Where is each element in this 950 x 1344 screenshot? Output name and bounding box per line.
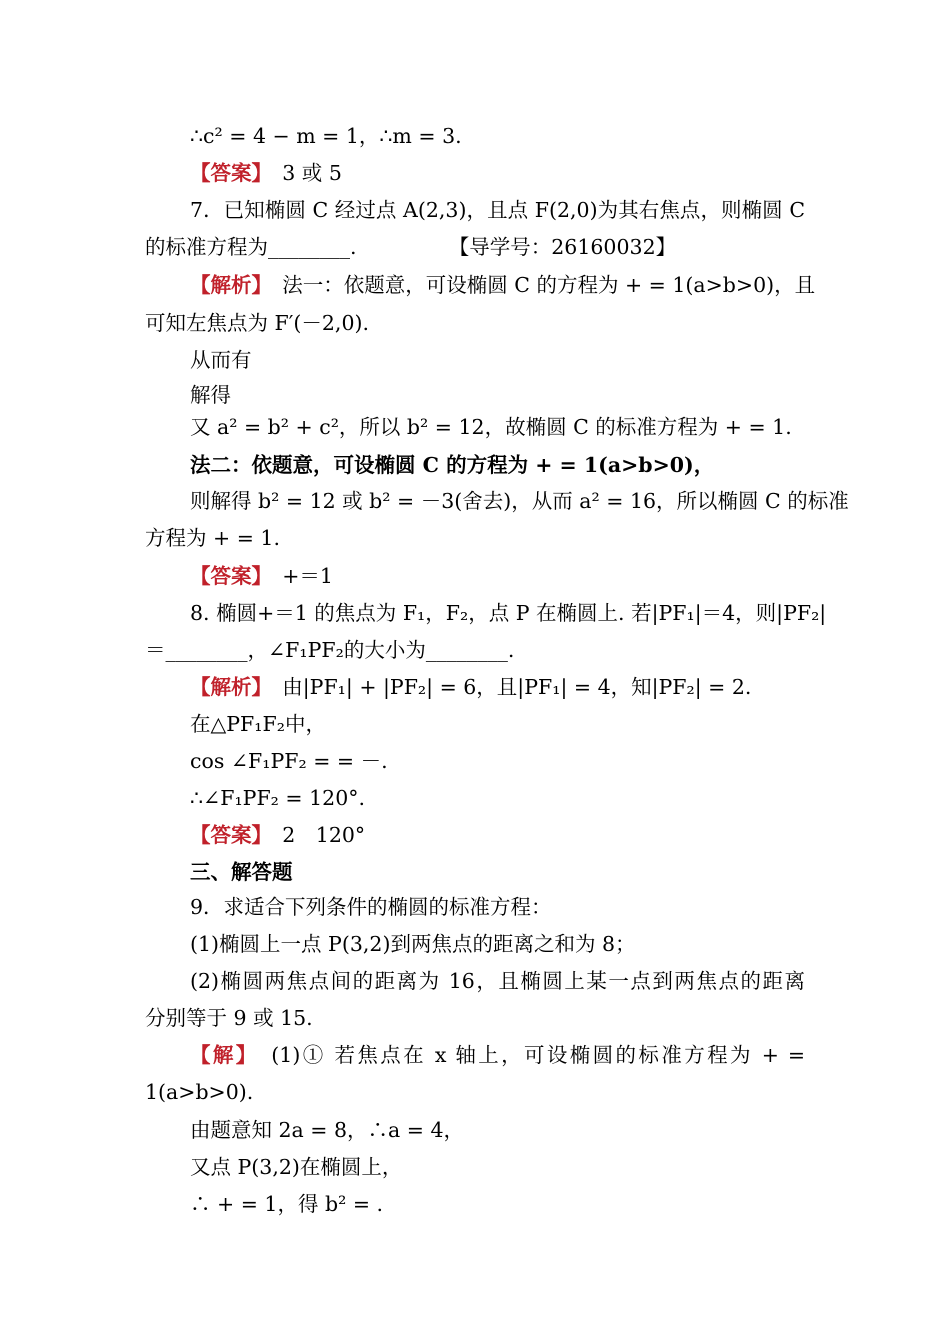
line-question-9: 9．求适合下列条件的椭圆的标准方程：	[190, 895, 552, 919]
line-left-focus: 可知左焦点为 F′(－2,0).	[145, 311, 370, 335]
line-question-8-cont: ＝________，∠F₁PF₂的大小为________.	[145, 638, 515, 662]
analysis-tag: 【解析】	[190, 675, 262, 699]
line-solve: 解得	[190, 383, 231, 407]
line-angle: ∴∠F₁PF₂ = 120°.	[190, 786, 366, 810]
line-answer-6: 【答案】 3 或 5	[190, 161, 342, 185]
line-answer-8: 【答案】 2 120°	[190, 823, 366, 847]
line-answer-7: 【答案】 +＝1	[190, 564, 333, 588]
solution-tag: 【解】	[190, 1043, 249, 1067]
line-question-7: 7．已知椭圆 C 经过点 A(2,3)，且点 F(2,0)为其右焦点，则椭圆 C	[190, 198, 805, 222]
line-cos: cos ∠F₁PF₂ = = －.	[190, 749, 388, 773]
line-solution-9: 【解】 (1)① 若焦点在 x 轴上，可设椭圆的标准方程为 + =	[190, 1043, 805, 1067]
line-method-two: 法二：依题意，可设椭圆 C 的方程为 + = 1(a>b>0)，	[190, 453, 715, 477]
answer-tag: 【答案】	[190, 564, 262, 588]
line-b-squared: ∴ + = 1，得 b² = .	[190, 1192, 384, 1216]
section-heading: 三、解答题	[190, 860, 293, 884]
answer-tag: 【答案】	[190, 161, 262, 185]
line-c-squared: ∴c² = 4 − m = 1，∴m = 3.	[190, 124, 462, 148]
line-solve-b: 则解得 b² = 12 或 b² = －3(舍去)，从而 a² = 16，所以椭圆 C 的标准	[190, 489, 849, 513]
line-question-9-2: (2)椭圆两焦点间的距离为 16，且椭圆上某一点到两焦点的距离	[190, 969, 805, 993]
line-question-9-2-cont: 分别等于 9 或 15.	[145, 1006, 313, 1030]
line-solution-9-cont: 1(a>b>0).	[145, 1080, 254, 1104]
line-analysis-7: 【解析】 法一：依题意，可设椭圆 C 的方程为 + = 1(a>b>0)，且	[190, 273, 816, 297]
line-triangle: 在△PF₁F₂中，	[190, 712, 326, 736]
answer-tag: 【答案】	[190, 823, 262, 847]
line-standard-eq: 方程为 + = 1.	[145, 526, 280, 550]
line-2a: 由题意知 2a = 8，∴a = 4，	[190, 1118, 465, 1142]
line-question-7-cont: 的标准方程为________. 【导学号：26160032】	[145, 235, 677, 259]
line-question-8: 8. 椭圆+＝1 的焦点为 F₁，F₂，点 P 在椭圆上. 若|PF₁|＝4，则|PF₂|	[190, 601, 827, 625]
line-thus-have: 从而有	[190, 348, 252, 372]
line-analysis-8: 【解析】 由|PF₁| + |PF₂| = 6，且|PF₁| = 4，知|PF₂| = 2.	[190, 675, 752, 699]
line-question-9-1: (1)椭圆上一点 P(3,2)到两焦点的距离之和为 8；	[190, 932, 636, 956]
analysis-tag: 【解析】	[190, 273, 262, 297]
line-a-squared: 又 a² = b² + c²，所以 b² = 12，故椭圆 C 的标准方程为 + = 1.	[190, 415, 792, 439]
line-point-p: 又点 P(3,2)在椭圆上，	[190, 1155, 403, 1179]
